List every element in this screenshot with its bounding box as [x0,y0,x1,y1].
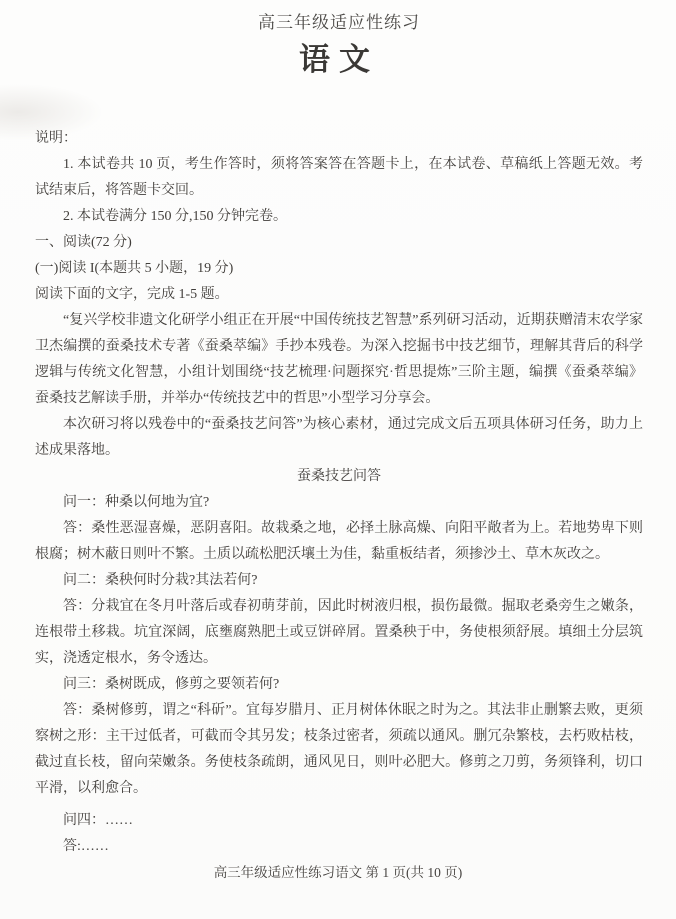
qa2-answer: 答：分栽宜在冬月叶落后或春初萌芽前，因此时树液归根，损伤最微。掘取老桑旁生之嫩条，连根带土移栽。坑宜深阔，底壅腐熟肥土或豆饼碎屑。置桑秧于中，务使根须舒展。填细土分层筑实，浇透定根水，务令透达。 [35,599,643,666]
qa3-question: 问三：桑树既成，修剪之要领若何? [63,677,280,692]
qa2-question: 问二：桑秧何时分栽?其法若何? [63,573,258,588]
qa4-question: 问四：…… [63,813,133,828]
exam-title: 高三年级适应性练习 [258,13,420,32]
intro-paragraph-2: 本次研习将以残卷中的“蚕桑技艺问答”为核心素材，通过完成文后五项具体研习任务，助力上述成果落地。 [35,417,643,458]
qa3-answer: 答：桑树修剪，谓之“科斫”。宜每岁腊月、正月树体休眠之时为之。其法非止删繁去败，更须察树之形：主干过低者，可截而令其另发；枝条过密者，须疏以通风。删冗杂繁枝，去朽败枯枝，截过直长枝，留向荣嫩条。务使枝条疏朗，通风见日，则叶必肥大。修剪之刀剪，务须锋利，切口平滑，以利愈合。 [35,703,643,796]
qa1-question: 问一：种桑以何地为宜? [63,495,210,510]
instruction-item-2: 2. 本试卷满分 150 分,150 分钟完卷。 [63,209,287,224]
subject-title: 语文 [299,42,379,77]
instructions-label: 说明： [35,131,77,146]
subsection-heading: (一)阅读 I(本题共 5 小题，19 分) [35,261,234,276]
exam-body [35,126,643,860]
page-content [35,10,643,860]
intro-paragraph-1: “复兴学校非遗文化研学小组正在开展“中国传统技艺智慧”系列研习活动，近期获赠清末农学家卫杰编撰的蚕桑技术专著《蚕桑萃编》手抄本残卷。为深入挖掘书中技艺细节，理解其背后的科学逻辑与传统文化智慧，小组计划围绕“技艺梳理·问题探究·哲思提炼”三阶主题，编撰《蚕桑萃编》蚕桑技艺解读手册，并举办“传统技艺中的哲思”小型学习分享会。 [35,313,643,406]
reading-prompt: 阅读下面的文字，完成 1-5 题。 [35,287,229,302]
qa4-answer: 答:…… [63,839,109,854]
passage-title: 蚕桑技艺问答 [297,469,381,484]
qa1-answer: 答：桑性恶湿喜燥，恶阴喜阳。故栽桑之地，必择土脉高燥、向阳平敞者为上。若地势卑下则根腐；树木蔽日则叶不繁。土质以疏松肥沃壤土为佳，黏重板结者，须掺沙土、草木灰改之。 [35,521,643,562]
page-footer: 高三年级适应性练习语文 第 1 页(共 10 页) [213,865,463,880]
instruction-item-1: 1. 本试卷共 10 页，考生作答时，须将答案答在答题卡上，在本试卷、草稿纸上答题无效。考试结束后，将答题卡交回。 [35,157,643,198]
section-heading: 一、阅读(72 分) [35,235,132,250]
